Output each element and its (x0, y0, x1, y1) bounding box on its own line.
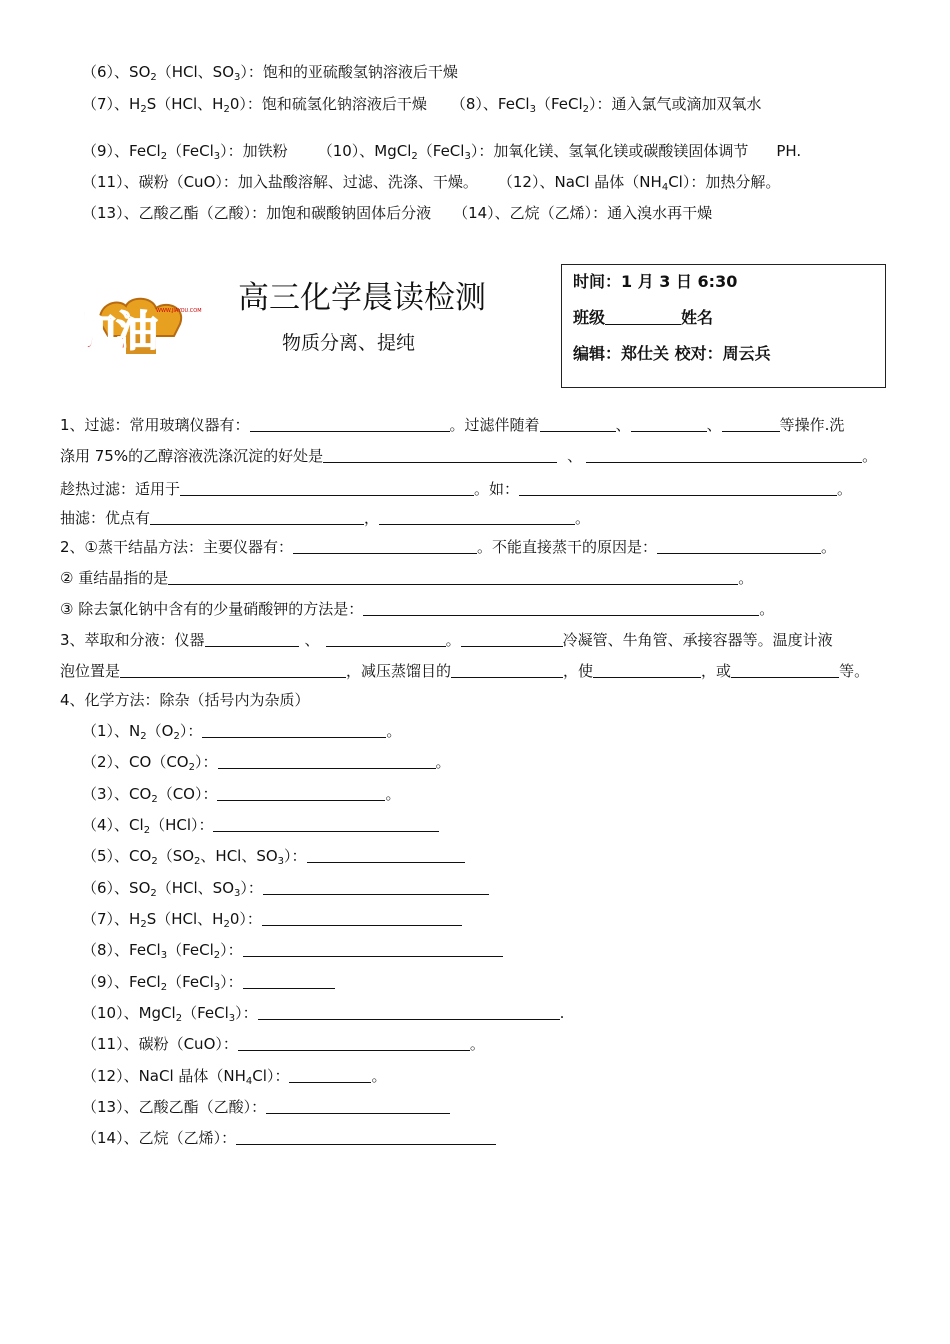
answer-blank[interactable] (218, 754, 436, 769)
answer-blank[interactable] (289, 1068, 371, 1083)
editor-label: 编辑：郑仕关 校对：周云兵 (573, 344, 771, 363)
q4-item-10: （10）、MgCl$_2$（FeCl$_3$）： . (82, 1004, 565, 1024)
q4-item-7: （7）、$H_2S(HCl$、$H_20$）： (82, 909, 462, 929)
answer-blank[interactable] (519, 481, 837, 496)
class-name-row: 班级 姓名 (573, 308, 714, 327)
answer-blank[interactable] (236, 1130, 496, 1145)
answer-blank[interactable] (451, 663, 563, 678)
answer-blank[interactable] (238, 1036, 470, 1051)
answer-blank[interactable] (263, 880, 489, 895)
time-label: 时间：1 月 3 日 6:30 (573, 272, 738, 291)
answer-blank[interactable] (202, 723, 386, 738)
info-box (561, 264, 886, 388)
q4-item-6: （6）、$SO_2(HCl$、$SO_3$）： (82, 878, 489, 898)
answer-blank[interactable] (150, 510, 364, 525)
review-line-13-14: （13）、乙酸乙酯（乙酸）：加饱和碳酸钠固体后分液 （14）、乙烷（乙烯）：通入溴水再干燥 (82, 204, 713, 222)
q4-item-2: （2）、$CO(CO_2)$： 。 (82, 753, 451, 773)
q1-line-4: 抽滤：优点有 ， 。 (60, 509, 591, 527)
answer-blank[interactable] (379, 510, 575, 525)
answer-blank[interactable] (120, 663, 346, 678)
page-title: 高三化学晨读检测 (238, 280, 486, 316)
jiayou-logo (70, 292, 210, 356)
answer-blank[interactable] (262, 911, 462, 926)
review-line-6: （6）、$SO_2(HCl$、$SO_3$）：饱和的亚硫酸氢钠溶液后干燥 (82, 63, 458, 83)
answer-blank[interactable] (461, 632, 563, 647)
review-line-7-8: （7）、$H_2S(HCl$、$H_20$）：饱和硫氢化钠溶液后干燥 （8）、FeCl$_3$（FeCl$_2$）：通入氯气或滴加双氧水 (82, 95, 762, 115)
answer-blank[interactable] (722, 417, 780, 432)
q1-line-3: 趁热过滤：适用于 。如： 。 (60, 480, 853, 498)
answer-blank[interactable] (217, 786, 385, 801)
q4-item-12: （12）、NaCl 晶体$(NH_4Cl)$： 。 (82, 1067, 387, 1087)
page-subtitle: 物质分离、提纯 (282, 332, 416, 354)
q2-line-1: 2、①蒸干结晶方法：主要仪器有： 。不能直接蒸干的原因是： 。 (60, 538, 837, 556)
answer-blank[interactable] (323, 448, 557, 463)
q3-line-1: 3、萃取和分液：仪器 、 。 冷凝管、牛角管、承接容器等。温度计液 (60, 631, 833, 649)
q4-item-4: （4）、$Cl_2(HCl)$： (82, 815, 439, 835)
q4-item-14: （14）、乙烷（乙烯）： (82, 1128, 496, 1148)
answer-blank[interactable] (243, 942, 503, 957)
answer-blank[interactable] (293, 539, 477, 554)
q2-line-2: ② 重结晶指的是 。 (60, 569, 754, 587)
answer-blank[interactable] (307, 848, 465, 863)
q4-item-5: （5）、$CO_2(SO_2$、HCl、$SO_3$）： (82, 846, 465, 866)
q1-line-2: 涤用 75%的乙醇溶液洗涤沉淀的好处是 、 。 (60, 447, 878, 465)
answer-blank[interactable] (631, 417, 707, 432)
q2-line-3: ③ 除去氯化钠中含有的少量硝酸钾的方法是： 。 (60, 600, 775, 618)
answer-blank[interactable] (205, 632, 299, 647)
class-blank[interactable] (605, 310, 681, 325)
answer-blank[interactable] (243, 974, 335, 989)
answer-blank[interactable] (540, 417, 616, 432)
q4-item-11: （11）、碳粉（CuO）： 。 (82, 1035, 485, 1053)
q4-item-1: （1）、$N_2(O_2)$： 。 (82, 722, 402, 742)
answer-blank[interactable] (180, 481, 474, 496)
q3-line-2: 泡位置是 ，减压蒸馏目的 ，使 ，或 等。 (60, 662, 870, 680)
q4-item-3: （3）、$CO_2(CO)$： 。 (82, 785, 401, 805)
answer-blank[interactable] (168, 570, 738, 585)
q4-item-13: （13）、乙酸乙酯（乙酸）： (82, 1097, 450, 1117)
answer-blank[interactable] (363, 601, 759, 616)
q4-item-8: （8）、FeCl$_3$（FeCl$_2$）： (82, 940, 503, 960)
answer-blank[interactable] (593, 663, 701, 678)
q1-line-1: 1、过滤：常用玻璃仪器有： 。过滤伴随着 、 、 等操作.洗 (60, 416, 845, 434)
q4-item-9: （9）、FeCl$_2$（FeCl$_3$）： (82, 972, 335, 992)
answer-blank[interactable] (657, 539, 821, 554)
review-line-9-10: （9）、FeCl$_2$（FeCl$_3$）：加铁粉 （10）、MgCl$_2$（FeCl$_3$）：加氧化镁、氢氧化镁或碳酸镁固体调节 PH. (82, 142, 802, 162)
answer-blank[interactable] (586, 448, 862, 463)
review-line-11-12: （11）、碳粉（CuO）：加入盐酸溶解、过滤、洗涤、干燥。 （12）、NaCl 晶体$(NH_4Cl)$：加热分解。 (82, 173, 781, 193)
svg-text:WWW.JIAYOU.COM: WWW.JIAYOU.COM (156, 308, 202, 314)
answer-blank[interactable] (213, 817, 439, 832)
answer-blank[interactable] (731, 663, 839, 678)
svg-text:加油: 加油 (74, 307, 159, 356)
answer-blank[interactable] (326, 632, 446, 647)
answer-blank[interactable] (250, 417, 450, 432)
q4-heading: 4、化学方法：除杂（括号内为杂质） (60, 691, 310, 709)
answer-blank[interactable] (258, 1005, 560, 1020)
answer-blank[interactable] (266, 1099, 450, 1114)
